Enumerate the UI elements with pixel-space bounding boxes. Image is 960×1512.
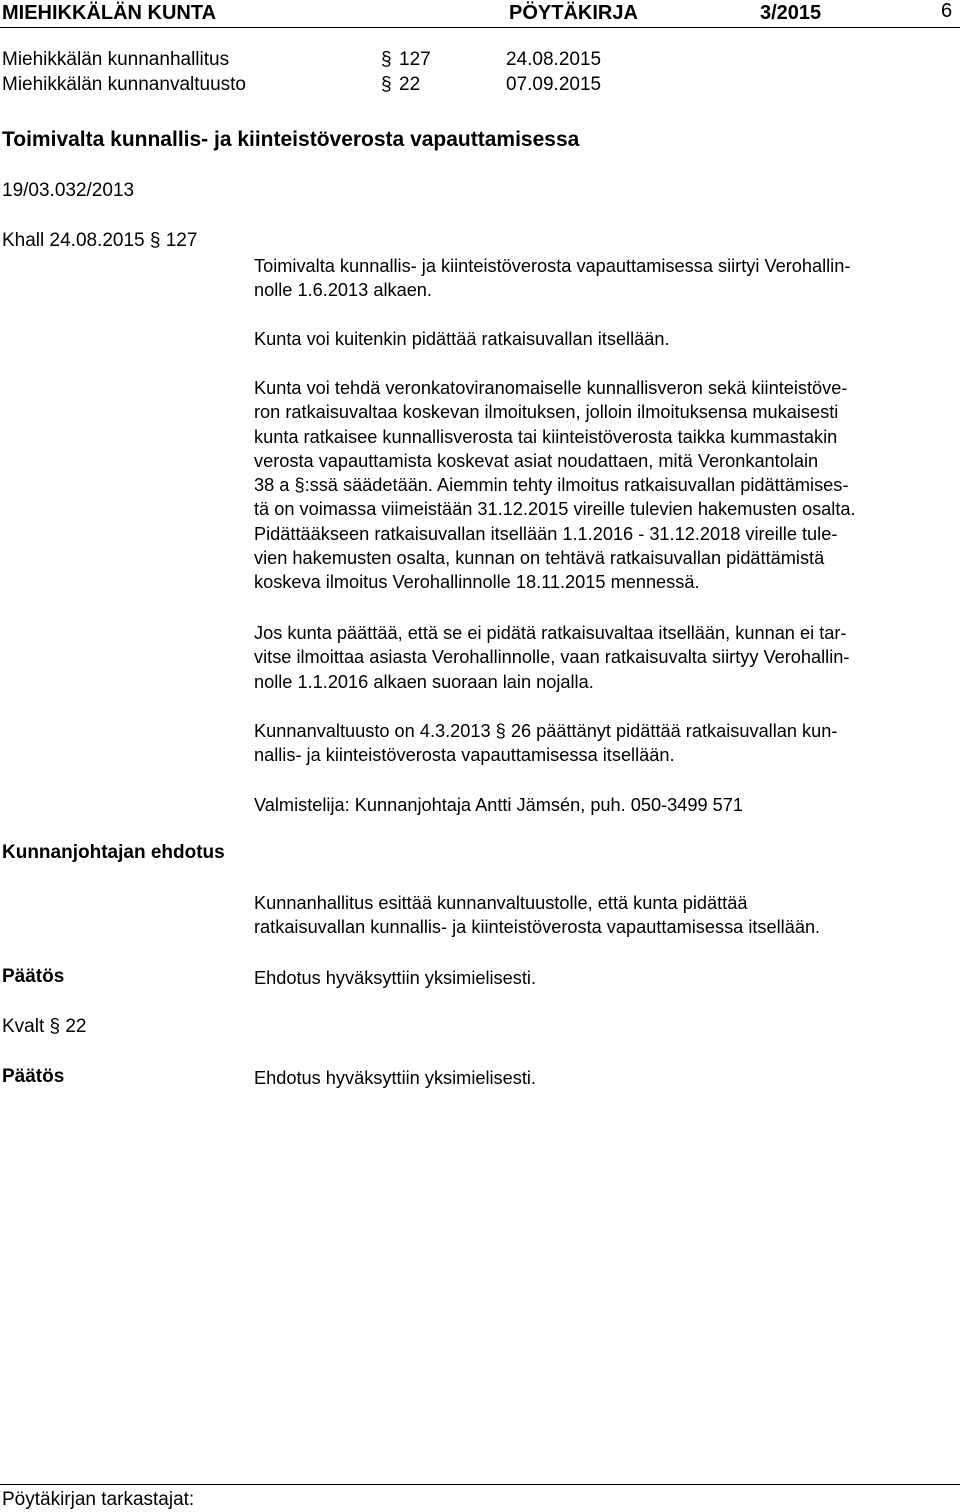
council-reference: Kvalt § 22	[2, 1016, 87, 1037]
decision-text-1	[254, 966, 954, 990]
text-line: nolle 1.6.2013 alkaen.	[254, 280, 432, 301]
text-line: Pidättääkseen ratkaisuvallan itsellään 1.1.2016 - 31.12.2018 vireille tule-	[254, 523, 838, 544]
text-line: Jos kunta päättää, että se ei pidätä ratkaisuvaltaa itsellään, kunnan ei tar-	[254, 623, 847, 643]
preparer-line	[254, 793, 954, 817]
text-line: Kunta voi kuitenkin pidättää ratkaisuvallan itsellään.	[254, 329, 670, 349]
document-type: PÖYTÄKIRJA	[509, 2, 638, 24]
meeting-date-2: 07.09.2015	[506, 74, 602, 95]
section-mark-2: §	[381, 74, 392, 95]
meeting-section-2: 22	[399, 74, 421, 95]
meeting-body-1: Miehikkälän kunnanhallitus	[2, 49, 230, 70]
text-line: verosta vapauttamista koskevat asiat noudattaen, mitä Veronkantolain	[254, 450, 819, 471]
preparation-reference: Khall 24.08.2015 § 127	[2, 230, 198, 251]
paragraph-council-decision	[254, 719, 954, 768]
footer-reviewers-label: Pöytäkirjan tarkastajat:	[2, 1489, 195, 1510]
decision-text-2	[254, 1066, 954, 1090]
section-mark-1: §	[381, 49, 392, 70]
text-line: Kunnanhallitus esittää kunnanvaltuustolle, että kunta pidättää	[254, 893, 748, 913]
proposal-label: Kunnanjohtajan ehdotus	[2, 842, 225, 863]
record-id: 19/03.032/2013	[2, 180, 135, 201]
meeting-date-1: 24.08.2015	[506, 49, 602, 70]
text-line: Valmistelija: Kunnanjohtaja Antti Jämsén, puh. 050-3499 571	[254, 795, 744, 815]
decision-label-1: Päätös	[2, 966, 65, 987]
paragraph-reserve	[254, 327, 954, 351]
footer-divider	[0, 1484, 960, 1485]
text-line: tä on voimassa viimeistään 31.12.2015 vireille tulevien hakemusten osalta.	[254, 499, 856, 520]
paragraph-notice	[254, 376, 954, 595]
text-line: ron ratkaisuvaltaa koskevan ilmoituksen, jolloin ilmoituksensa mukaisesti	[254, 402, 839, 423]
agenda-title: Toimivalta kunnallis- ja kiinteistöverosta vapauttamisessa	[2, 128, 580, 151]
organization-name: MIEHIKKÄLÄN KUNTA	[2, 2, 217, 24]
meeting-section-1: 127	[399, 49, 431, 70]
text-line: 38 a §:ssä säädetään. Aiemmin tehty ilmoitus ratkaisuvallan pidättämises-	[254, 475, 849, 496]
text-line: Toimivalta kunnallis- ja kiinteistöverosta vapauttamisessa siirtyi Verohallin-	[254, 256, 851, 276]
header-divider	[0, 27, 960, 28]
text-line: vien hakemusten osalta, kunnan on tehtävä ratkaisuvallan pidättämistä	[254, 548, 825, 569]
meeting-body-2: Miehikkälän kunnanvaltuusto	[2, 74, 246, 95]
document-number: 3/2015	[760, 2, 822, 24]
text-line: kunta ratkaisee kunnallisverosta tai kiinteistöverosta taikka kummastakin	[254, 426, 838, 447]
decision-label-2: Päätös	[2, 1066, 65, 1087]
text-line: Ehdotus hyväksyttiin yksimielisesti.	[254, 968, 537, 988]
text-line: vitse ilmoittaa asiasta Verohallinnolle, vaan ratkaisuvalta siirtyy Verohallin-	[254, 647, 850, 668]
text-line: Kunta voi tehdä veronkatoviranomaiselle kunnallisveron sekä kiinteistöve-	[254, 378, 848, 398]
proposal-text	[254, 891, 954, 940]
text-line: Ehdotus hyväksyttiin yksimielisesti.	[254, 1068, 537, 1088]
text-line: ratkaisuvallan kunnallis- ja kiinteistöverosta vapauttamisessa itsellään.	[254, 917, 821, 938]
paragraph-no-reserve	[254, 621, 954, 694]
text-line: nolle 1.1.2016 alkaen suoraan lain nojalla.	[254, 671, 594, 692]
page-number: 6	[941, 0, 953, 22]
text-line: koskeva ilmoitus Verohallinnolle 18.11.2015 mennessä.	[254, 572, 700, 593]
paragraph-transfer	[254, 254, 954, 303]
text-line: nallis- ja kiinteistöverosta vapauttamisessa itsellään.	[254, 745, 675, 766]
text-line: Kunnanvaltuusto on 4.3.2013 § 26 päättänyt pidättää ratkaisuvallan kun-	[254, 721, 838, 741]
